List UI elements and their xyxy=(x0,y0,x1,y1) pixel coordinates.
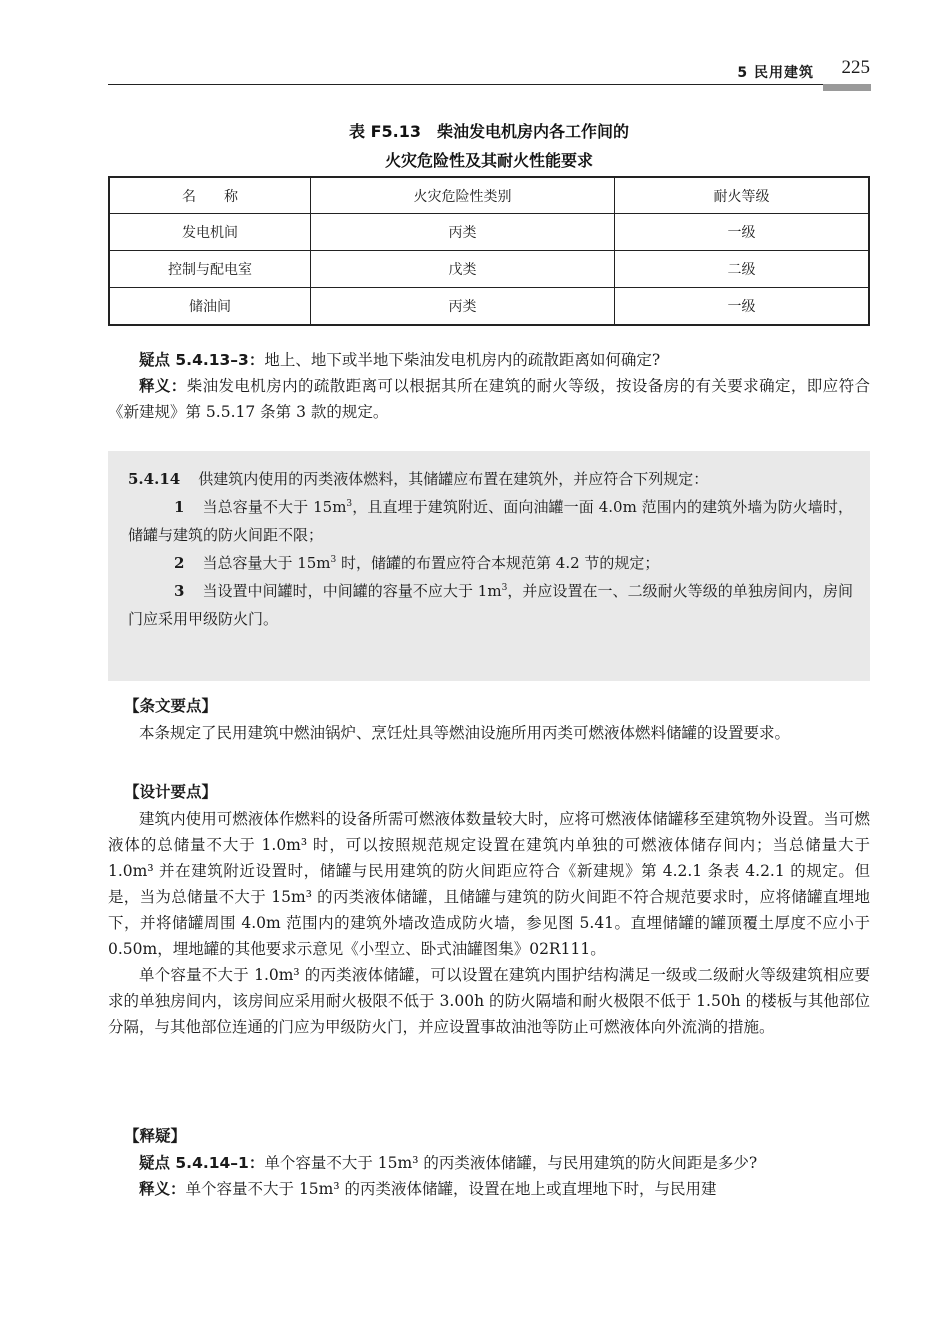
question-5-4-13-3 xyxy=(108,347,870,425)
question-text: 单个容量不大于 15m³ 的丙类液体储罐，与民用建筑的防火间距是多少? xyxy=(264,1154,758,1172)
answer-text: 柴油发电机房内的疏散距离可以根据其所在建筑的耐火等级，按设备房的有关要求确定，即应符合《新建规》第 5.5.17 条第 3 款的规定。 xyxy=(108,377,870,421)
answer-label: 释义： xyxy=(139,1180,186,1198)
header-thumb-tab xyxy=(823,84,871,91)
design-paragraph-1: 建筑内使用可燃液体作燃料的设备所需可燃液体数量较大时，应将可燃液体储罐移至建筑物外设置。当可燃液体的总储量不大于 1.0m³ 时，可以按照规范规定设置在建筑内单独的可燃液体储存间内；当总储量大于 1.0m³ 并在建筑附近设置时，储罐与民用建筑的防火间距应符合《新建规》第 4.2.1 条表 4.2.1 的规定。但是，当为总储量不大于 15m³ 的丙类液体储罐，且储罐与建筑的防火间距不符合规范要求时，应将储罐直埋地下，并将储罐周围 4.0m 范围内的建筑外墙改造成防火墙，参见图 5.41。直埋储罐的罐顶覆土厚度不应小于 0.50m，埋地罐的其他要求示意见《小型立、卧式油罐图集》02R111。 xyxy=(108,810,870,958)
clause-number: 5.4.14 xyxy=(128,470,181,488)
table-row xyxy=(109,214,869,251)
answer-text: 单个容量不大于 15m³ 的丙类液体储罐，设置在地上或直埋地下时，与民用建 xyxy=(185,1180,717,1198)
page-number: 225 xyxy=(841,57,870,78)
clause-item: 1 当总容量不大于 $15m^3$，且直埋于建筑附近、面向油罐一面 4.0m 范围内的建筑外墙为防火墙时，储罐与建筑的防火间距不限； xyxy=(128,498,853,544)
code-clause-box xyxy=(108,451,870,681)
table-row xyxy=(109,251,869,288)
cell-hazard: 丙类 xyxy=(311,214,615,251)
fire-rating-table xyxy=(108,176,870,326)
cell-hazard: 戊类 xyxy=(311,251,615,288)
cell-hazard: 丙类 xyxy=(311,288,615,326)
key-points-body: 本条规定了民用建筑中燃油锅炉、烹饪灶具等燃油设施所用丙类可燃液体燃料储罐的设置要求。 xyxy=(139,724,791,742)
cell-name: 发电机间 xyxy=(109,214,311,251)
cell-rating: 一级 xyxy=(615,214,870,251)
design-points-heading: 【设计要点】 xyxy=(124,783,218,801)
column-header-rating: 耐火等级 xyxy=(615,177,870,214)
question-text: 地上、地下或半地下柴油发电机房内的疏散距离如何确定? xyxy=(264,351,661,369)
cell-name: 控制与配电室 xyxy=(109,251,311,288)
chapter-title: 5 民用建筑 xyxy=(737,65,814,81)
column-header-name: 名 称 xyxy=(109,177,311,214)
table-title-line2: 火灾危险性及其耐火性能要求 xyxy=(384,151,593,170)
question-label: 疑点 5.4.14–1： xyxy=(139,1154,265,1172)
cell-rating: 一级 xyxy=(615,288,870,326)
column-header-hazard: 火灾危险性类别 xyxy=(311,177,615,214)
qa-heading: 【释疑】 xyxy=(124,1127,187,1145)
cell-name: 储油间 xyxy=(109,288,311,326)
header-rule xyxy=(108,84,823,85)
clause-intro: 供建筑内使用的丙类液体燃料，其储罐应布置在建筑外，并应符合下列规定： xyxy=(198,470,709,488)
design-points-body xyxy=(108,806,870,1040)
cell-rating: 二级 xyxy=(615,251,870,288)
table-title-line1: 表 F5.13 柴油发电机房内各工作间的 xyxy=(349,122,629,141)
question-5-4-14-1 xyxy=(108,1150,870,1202)
table-row xyxy=(109,288,869,326)
table-header-row xyxy=(109,177,869,214)
running-header xyxy=(108,56,870,84)
design-paragraph-2: 单个容量不大于 1.0m³ 的丙类液体储罐，可以设置在建筑内围护结构满足一级或二级耐火等级建筑相应要求的单独房间内，该房间应采用耐火极限不低于 3.00h 的防火隔墙和耐火极限不低于 1.50h 的楼板与其他部位分隔，与其他部位连通的门应为甲级防火门，并应设置事故油池等防止可燃液体向外流淌的措施。 xyxy=(108,966,870,1036)
question-label: 疑点 5.4.13–3： xyxy=(139,351,265,369)
clause-item: 3 当设置中间罐时，中间罐的容量不应大于 $1m^3$，并应设置在一、二级耐火等级的单独房间内，房间门应采用甲级防火门。 xyxy=(128,582,853,628)
key-points-heading: 【条文要点】 xyxy=(124,697,218,715)
clause-item: 2 当总容量大于 $15m^3$ 时，储罐的布置应符合本规范第 4.2 节的规定； xyxy=(174,554,660,572)
answer-label: 释义： xyxy=(139,377,187,395)
